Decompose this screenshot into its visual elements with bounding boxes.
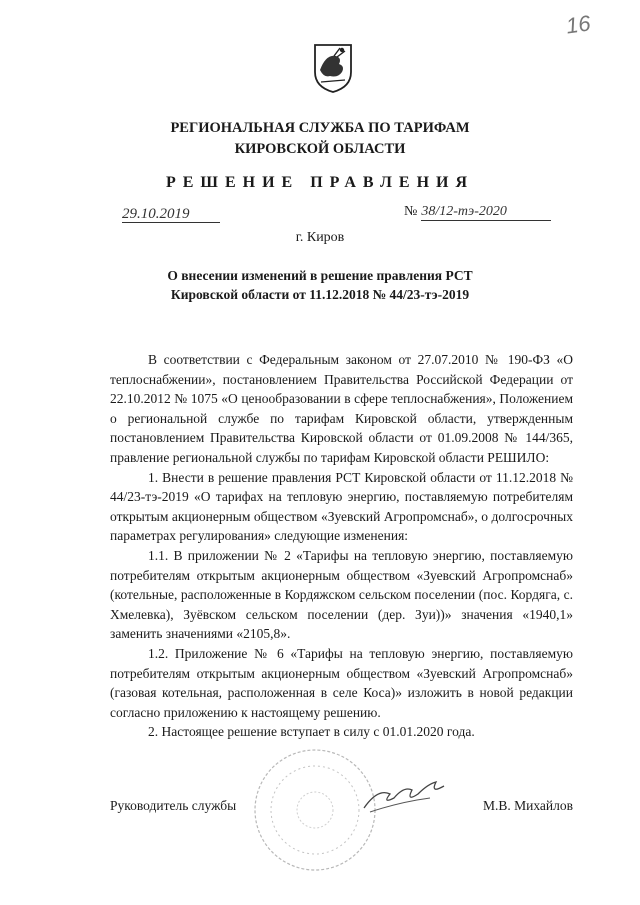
decision-body — [110, 350, 573, 742]
item-1-paragraph: 1. Внести в решение правления РСТ Кировской области от 11.12.2018 № 44/23-тэ-2019 «О тарифах на тепловую энергию, поставляемую потребителям открытым акционерным обществом «Зуевский Агропромснаб», о долгосрочных параметрах регулирования» следующие изменения: — [110, 469, 573, 544]
org-line-1: РЕГИОНАЛЬНАЯ СЛУЖБА ПО ТАРИФАМ — [170, 120, 470, 136]
decision-number: 38/12-тэ-2020 — [421, 204, 551, 221]
org-line-2: КИРОВСКОЙ ОБЛАСТИ — [234, 141, 406, 157]
subject-line-1: О внесении изменений в решение правления РСТ — [167, 268, 473, 283]
preamble-paragraph: В соответствии с Федеральным законом от 27.07.2010 № 190-ФЗ «О теплоснабжении», постановлением Правительства Российской Федерации от 22.10.2012 № 1075 «О ценообразовании в сфере теплоснабжения», Положением о региональной службе по тарифам Кировской области, утвержденным постановлением Правительства Кировской области от 01.09.2008 № 144/365, правление региональной службы по тарифам Кировской области РЕШИЛО: — [110, 352, 573, 465]
subject-line-2: Кировской области от 11.12.2018 № 44/23-тэ-2019 — [170, 287, 470, 302]
item-1-1-paragraph: 1.1. В приложении № 2 «Тарифы на тепловую энергию, поставляемую потребителям открытым акционерным обществом «Зуевский Агропромснаб» (котельные, расположенные в Кордяжском сельском поселении (пос. Кордяга, с. Хмелевка), Зуёвском сельском поселении (дер. Зуи))» значения «1940,1» заменить значениями «2105,8». — [110, 547, 573, 642]
signatory-name: М.В. Михайлов — [482, 798, 573, 813]
handwritten-page-number: 16 — [564, 10, 593, 39]
signatory-position: Руководитель службы — [110, 798, 237, 813]
subject-heading — [0, 266, 640, 304]
item-2-paragraph: 2. Настоящее решение вступает в силу с 01.01.2020 года. — [148, 724, 475, 740]
handwritten-signature-icon — [360, 768, 450, 818]
document-type: РЕШЕНИЕ ПРАВЛЕНИЯ — [165, 174, 475, 191]
kirov-coat-of-arms-icon — [312, 42, 354, 94]
number-sign: № — [404, 204, 418, 219]
decision-number-block — [404, 204, 551, 221]
item-1-2-paragraph: 1.2. Приложение № 6 «Тарифы на тепловую энергию, поставляемую потребителям открытым акционерным обществом «Зуевский Агропромснаб» (газовая котельная, расположенная в селе Коса)» изложить в новой редакции согласно приложению к настоящему решению. — [110, 645, 573, 720]
decision-date: 29.10.2019 — [122, 206, 220, 223]
organization-title — [0, 118, 640, 160]
city: г. Киров — [295, 230, 345, 245]
